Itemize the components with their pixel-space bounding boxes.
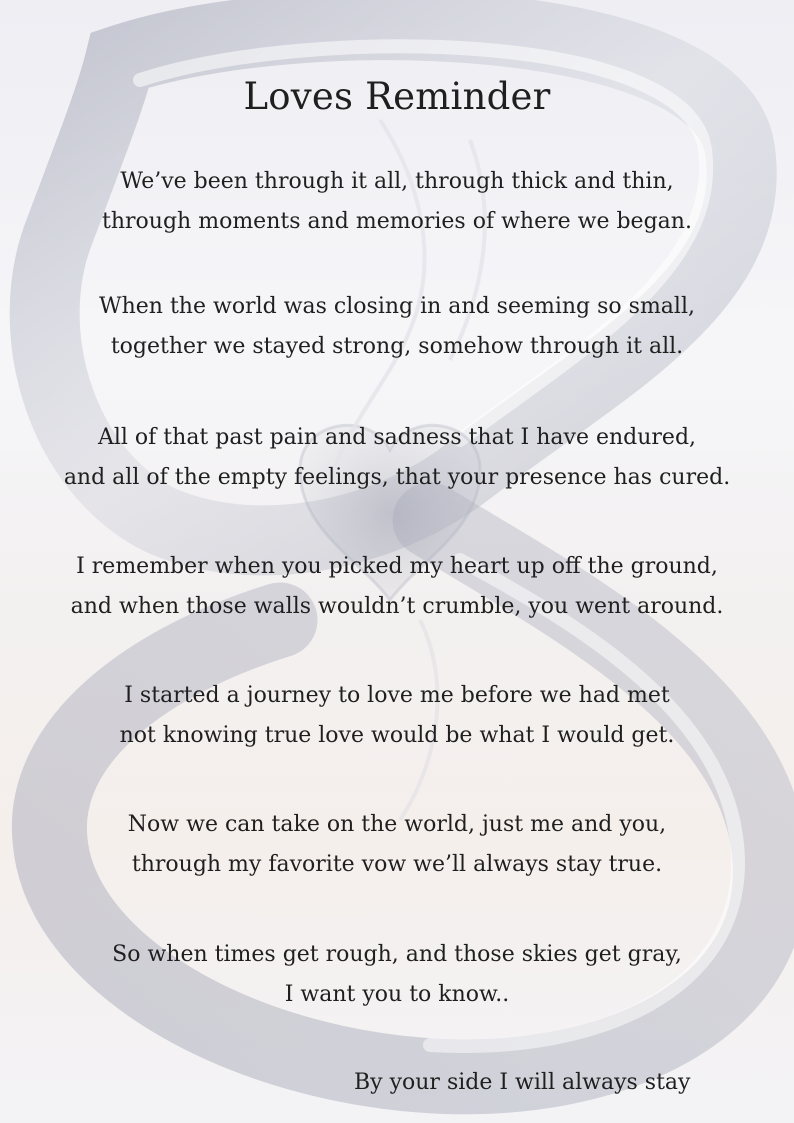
stanza-line: We’ve been through it all, through thick and thin, <box>120 169 674 194</box>
stanza-4 <box>0 547 794 627</box>
stanza-line: Now we can take on the world, just me and you, <box>127 812 667 837</box>
stanza-1 <box>0 162 794 242</box>
stanza-line: not knowing true love would be what I would get. <box>119 723 675 748</box>
stanza-line: I remember when you picked my heart up off the ground, <box>76 554 718 579</box>
stanza-2 <box>0 287 794 367</box>
stanza-line: I want you to know.. <box>284 982 510 1007</box>
closing-line: By your side I will always stay <box>354 1070 691 1095</box>
stanza-line: So when times get rough, and those skies get gray, <box>112 942 682 967</box>
stanza-3 <box>0 418 794 498</box>
stanza-line: When the world was closing in and seeming so small, <box>99 294 695 319</box>
stanza-line: together we stayed strong, somehow through it all. <box>110 334 684 359</box>
poem-title: Loves Reminder <box>243 75 551 118</box>
stanza-line: and all of the empty feelings, that your presence has cured. <box>63 465 731 490</box>
stanza-line: through moments and memories of where we began. <box>102 209 692 234</box>
stanza-line: and when those walls wouldn’t crumble, you went around. <box>70 594 724 619</box>
stanza-line: I started a journey to love me before we had met <box>124 683 670 708</box>
stanza-7 <box>0 935 794 1015</box>
stanza-6 <box>0 805 794 885</box>
stanza-line: through my favorite vow we’ll always stay true. <box>131 852 663 877</box>
stanza-line: All of that past pain and sadness that I have endured, <box>97 425 697 450</box>
stanza-5 <box>0 676 794 756</box>
